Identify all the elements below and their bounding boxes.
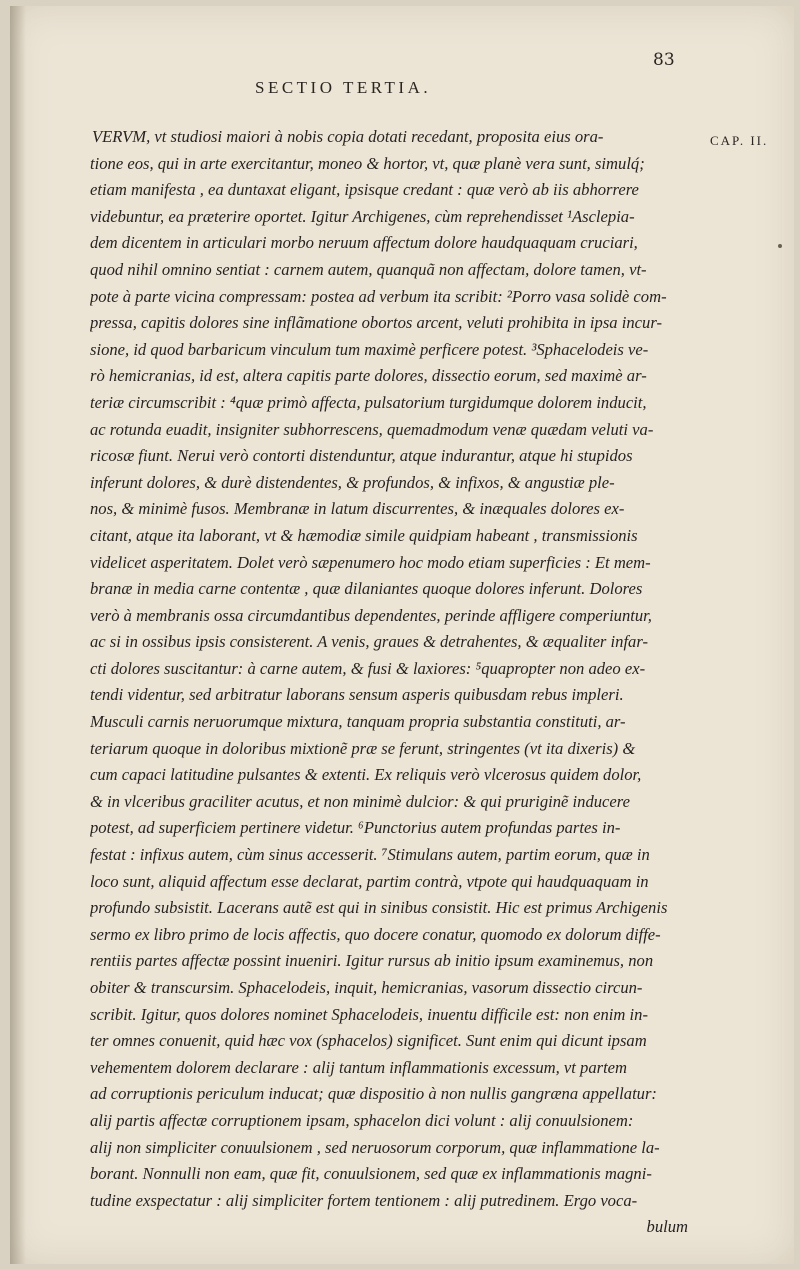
text-line: tione eos, qui in arte exercitantur, moneo & hortor, vt, quæ planè vera sunt, simulq́; xyxy=(90,153,645,173)
text-line: verò à membranis ossa circumdantibus dependentes, perinde affligere comperiuntur, xyxy=(90,605,652,625)
text-line: loco sunt, aliquid affectum esse declarat, partim contrà, vtpote qui haudquaquam in xyxy=(90,871,649,891)
text-line: borant. Nonnulli non eam, quæ fit, conuulsionem, sed quæ ex inflammationis magni- xyxy=(90,1164,652,1184)
text-line: alij partis affectæ corruptionem ipsam, sphacelon dici volunt : alij conuulsionem: xyxy=(90,1110,634,1130)
running-head: SECTIO TERTIA. xyxy=(255,78,432,97)
text-line: cti dolores suscitantur: à carne autem, & fusi & laxiores: ⁵quapropter non adeo ex- xyxy=(90,658,646,678)
ink-speck xyxy=(778,244,782,248)
text-line: pressa, capitis dolores sine inflãmatione obortos arcent, veluti prohibita in ipsa incur- xyxy=(90,313,662,333)
text-line: dem dicentem in articulari morbo neruum affectum dolore haudquaquam cruciari, xyxy=(90,233,638,253)
body-text xyxy=(90,124,700,1241)
text-line: quod nihil omnino sentiat : carnem autem, quanquã non affectam, dolore tamen, vt- xyxy=(90,259,647,279)
text-line: rentiis partes affectæ possint inueniri. Igitur rursus ab initio ipsum examinemus, non xyxy=(90,951,654,971)
text-line: teriæ circumscribit : ⁴quæ primò affecta, pulsatorium turgidumque dolorem inducit, xyxy=(90,392,647,412)
text-line: pote à parte vicina compressam: postea ad verbum ita scribit: ²Porro vasa solidè com- xyxy=(90,286,667,306)
text-line: videlicet asperitatem. Dolet verò sæpenumero hoc modo etiam superficies : Et mem- xyxy=(90,552,651,572)
text-line: citant, atque ita laborant, vt & hæmodiæ simile quidpiam habeant , transmissionis xyxy=(90,525,638,545)
text-line: Musculi carnis neruorumque mixtura, tanquam propria substantia constituti, ar- xyxy=(90,712,626,732)
text-line: etiam manifesta , ea duntaxat eligant, ipsisque credant : quæ verò ab iis abhorrere xyxy=(90,180,639,200)
text-line: videbuntur, ea præterire oportet. Igitur Archigenes, cùm reprehendisset ¹Asclepia- xyxy=(90,206,635,226)
text-line: branæ in media carne contentæ , quæ dilaniantes quoque dolores inferunt. Dolores xyxy=(90,579,643,599)
text-line: sione, id quod barbaricum vinculum tum maximè perficere potest. ³Sphacelodeis ve- xyxy=(90,339,649,359)
text-line: vehementem dolorem declarare : alij tantum inflammationis excessum, vt partem xyxy=(90,1057,628,1077)
text-line: tendi videntur, sed arbitratur laborans sensum asperis quibusdam rebus impleri. xyxy=(90,685,624,705)
text-line: teriarum quoque in doloribus mixtionẽ præ se ferunt, stringentes (vt ita dixeris) & xyxy=(90,738,636,758)
margin-chapter-note: CAP. II. xyxy=(710,133,769,148)
catchword: bulum xyxy=(646,1217,688,1237)
text-line: rò hemicranias, id est, altera capitis parte dolores, dissectio eorum, sed maximè ar- xyxy=(90,366,647,386)
text-line: profundo subsistit. Lacerans autẽ est qui in sinibus consistit. Hic est primus Archigenis xyxy=(90,898,668,918)
text-line: ac rotunda euadit, insigniter subhorrescens, quemadmodum venæ quædam veluti va- xyxy=(90,419,654,439)
text-line: ad corruptionis periculum inducat; quæ dispositio à non nullis gangræna appellatur: xyxy=(90,1084,657,1104)
text-line: scribit. Igitur, quos dolores nominet Sphacelodeis, inuentu difficile est: non enim in- xyxy=(90,1004,648,1024)
text-line: festat : infixus autem, cùm sinus accesserit. ⁷Stimulans autem, partim eorum, quæ in xyxy=(90,845,650,865)
text-line: ricosæ fiunt. Nerui verò contorti distenduntur, atque indurantur, atque hi stupidos xyxy=(90,446,633,466)
text-line: cum capaci latitudine pulsantes & extenti. Ex reliquis verò vlcerosus quidem dolor, xyxy=(90,765,642,785)
text-line: ter omnes conuenit, quid hæc vox (sphacelos) significet. Sunt enim qui dicunt ipsam xyxy=(90,1031,647,1051)
text-line: sermo ex libro primo de locis affectis, quo docere conatur, quomodo ex dolorum diffe- xyxy=(90,924,661,944)
text-line: inferunt dolores, & durè distendentes, & profundos, & infixos, & angustiæ ple- xyxy=(90,472,615,492)
book-page xyxy=(10,6,794,1264)
text-line: & in vlceribus graciliter acutus, et non minimè dulcior: & qui pruriginẽ inducere xyxy=(90,791,630,811)
text-line: VERVM, vt studiosi maiori à nobis copia dotati recedant, proposita eius ora- xyxy=(92,127,604,146)
text-line: tudine exspectatur : alij simpliciter fortem tentionem : alij putredinem. Ergo voca- xyxy=(90,1190,638,1210)
text-line: ac si in ossibus ipsis consisterent. A venis, graues & detrahentes, & æqualiter infar- xyxy=(90,632,649,652)
page-number: 83 xyxy=(653,50,675,70)
text-line: alij non simpliciter conuulsionem , sed neruosorum corporum, quæ inflammatione la- xyxy=(90,1137,660,1157)
text-line: nos, & minimè fusos. Membranæ in latum discurrentes, & inæquales dolores ex- xyxy=(90,499,625,519)
text-line: potest, ad superficiem pertinere videtur. ⁶Punctorius autem profundas partes in- xyxy=(90,818,621,838)
text-line: obiter & transcursim. Sphacelodeis, inquit, hemicranias, vasorum dissectio circun- xyxy=(90,978,643,997)
